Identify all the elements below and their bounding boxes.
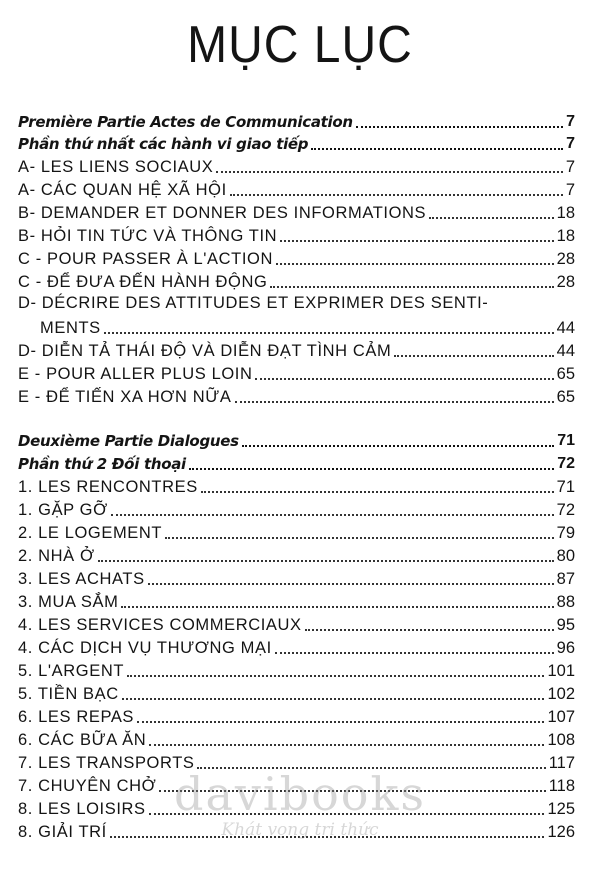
dot-leader	[111, 514, 554, 516]
entry-page-number: 126	[547, 823, 575, 841]
part2-heading-fr[interactable]	[18, 429, 575, 451]
dot-leader	[127, 675, 544, 677]
toc-entry[interactable]	[18, 201, 575, 223]
entry-label: 3. LES ACHATS	[18, 570, 145, 588]
entry-page-number: 88	[556, 593, 575, 611]
entry-label: Deuxième Partie Dialogues	[18, 432, 239, 450]
dot-leader	[429, 217, 554, 219]
entry-page-number: 107	[547, 708, 575, 726]
entry-label: B- DEMANDER ET DONNER DES INFORMATIONS	[18, 204, 427, 222]
part1-heading-fr[interactable]	[18, 110, 575, 132]
entry-page-number: 65	[556, 388, 575, 406]
entry-page-number: 18	[556, 204, 575, 222]
toc-entry[interactable]	[18, 659, 575, 681]
entry-page-number: 95	[556, 616, 575, 634]
entry-label: D- DIỄN TẢ THÁI ĐỘ VÀ DIỄN ĐẠT TÌNH CẢM	[18, 342, 392, 360]
dot-leader	[275, 652, 554, 654]
dot-leader	[110, 836, 545, 838]
entry-page-number: 117	[548, 754, 575, 772]
entry-label: E - POUR ALLER PLUS LOIN	[18, 365, 253, 383]
dot-leader	[149, 744, 544, 746]
entry-page-number: 7	[565, 158, 575, 176]
dot-leader	[137, 721, 544, 723]
toc-entry[interactable]	[18, 155, 575, 177]
dot-leader	[280, 240, 553, 242]
dot-leader	[270, 286, 553, 288]
entry-page-number: 65	[556, 365, 575, 383]
entry-page-number: 7	[566, 135, 575, 152]
part1-heading-vi[interactable]	[18, 132, 575, 154]
entry-label: Phần thứ 2 Đối thoại	[18, 455, 186, 473]
entry-label: 6. LES REPAS	[18, 708, 135, 726]
toc-entry[interactable]	[18, 316, 575, 338]
toc-entry[interactable]	[18, 636, 575, 658]
toc-entry[interactable]	[18, 270, 575, 292]
watermark-tagline: Khát vọng tri thức	[221, 820, 379, 840]
entry-page-number: 71	[556, 478, 575, 496]
dot-leader	[235, 401, 554, 403]
entry-label: 2. LE LOGEMENT	[18, 524, 163, 542]
dot-leader	[242, 445, 554, 447]
dot-leader	[305, 629, 554, 631]
entry-label: C - POUR PASSER À L'ACTION	[18, 250, 273, 268]
toc-entry[interactable]	[18, 705, 575, 727]
dot-leader	[98, 560, 554, 562]
entry-label: 7. CHUYÊN CHỞ	[18, 777, 157, 795]
entry-label: E - ĐỂ TIẾN XA HƠN NỮA	[18, 388, 232, 406]
entry-page-number: 7	[565, 181, 575, 199]
entry-label: 2. NHÀ Ở	[18, 547, 95, 565]
entry-page-number: 28	[556, 273, 575, 291]
dot-leader	[189, 468, 554, 470]
toc-entry[interactable]	[18, 751, 575, 773]
page-title: MỤC LỤC	[187, 16, 413, 75]
entry-page-number: 125	[547, 800, 575, 818]
dot-leader	[356, 126, 563, 128]
dot-leader	[148, 583, 554, 585]
toc-entry[interactable]	[18, 613, 575, 635]
toc-entry[interactable]	[18, 247, 575, 269]
toc-entry[interactable]	[18, 339, 575, 361]
entry-label: 1. GẶP GỠ	[18, 501, 108, 519]
entry-page-number: 44	[556, 342, 575, 360]
entry-page-number: 102	[547, 685, 575, 703]
entry-label: 1. LES RENCONTRES	[18, 478, 198, 496]
entry-page-number: 72	[556, 501, 575, 519]
toc-entry[interactable]	[18, 498, 575, 520]
entry-label: 5. L'ARGENT	[18, 662, 125, 680]
dot-leader	[255, 378, 553, 380]
entry-label: Phần thứ nhất các hành vi giao tiếp	[18, 135, 309, 153]
entry-label: 4. LES SERVICES COMMERCIAUX	[18, 616, 302, 634]
dot-leader	[121, 606, 553, 608]
toc-entry[interactable]	[18, 797, 575, 819]
dot-leader	[201, 491, 554, 493]
entry-page-number: 18	[556, 227, 575, 245]
toc-entry[interactable]	[18, 178, 575, 200]
toc-entry[interactable]	[18, 362, 575, 384]
entry-label: 8. GIẢI TRÍ	[18, 823, 107, 841]
dot-leader	[230, 194, 563, 196]
toc-entry[interactable]	[18, 820, 575, 842]
entry-label: 8. LES LOISIRS	[18, 800, 146, 818]
entry-label: A- LES LIENS SOCIAUX	[18, 158, 214, 176]
dot-leader	[311, 148, 563, 150]
entry-page-number: 108	[547, 731, 575, 749]
toc-entry[interactable]	[18, 682, 575, 704]
dot-leader	[159, 790, 545, 792]
dot-leader	[165, 537, 554, 539]
entry-label: 3. MUA SẮM	[18, 593, 119, 611]
toc-entry[interactable]	[18, 385, 575, 407]
entry-label: 7. LES TRANSPORTS	[18, 754, 195, 772]
dot-leader	[149, 813, 545, 815]
toc-entry[interactable]	[18, 475, 575, 497]
dot-leader	[197, 767, 545, 769]
entry-label: 5. TIỀN BẠC	[18, 685, 119, 703]
entry-page-number: 80	[556, 547, 575, 565]
entry-page-number: 71	[557, 432, 575, 449]
entry-page-number: 87	[556, 570, 575, 588]
dot-leader	[276, 263, 554, 265]
dot-leader	[216, 171, 562, 173]
dot-leader	[104, 332, 554, 334]
entry-page-number: 96	[556, 639, 575, 657]
toc-entry[interactable]	[18, 590, 575, 612]
entry-page-number: 101	[547, 662, 575, 680]
entry-page-number: 72	[557, 455, 575, 472]
dot-leader	[394, 355, 553, 357]
part2-heading-vi[interactable]	[18, 452, 575, 474]
dot-leader	[122, 698, 545, 700]
toc-entry-first-line[interactable]: D- DÉCRIRE DES ATTITUDES ET EXPRIMER DES SENTI-	[18, 294, 489, 312]
entry-label: MENTS	[40, 319, 101, 337]
entry-page-number: 44	[556, 319, 575, 337]
entry-page-number: 28	[556, 250, 575, 268]
toc-entry[interactable]	[18, 544, 575, 566]
toc-entry[interactable]	[18, 521, 575, 543]
entry-label: 6. CÁC BỮA ĂN	[18, 731, 147, 749]
watermark-brand: davibooks	[174, 767, 426, 821]
toc-entry[interactable]	[18, 567, 575, 589]
entry-page-number: 118	[548, 777, 575, 795]
entry-label: 4. CÁC DỊCH VỤ THƯƠNG MẠI	[18, 639, 272, 657]
entry-label: C - ĐỂ ĐƯA ĐẾN HÀNH ĐỘNG	[18, 273, 268, 291]
entry-page-number: 7	[566, 113, 575, 130]
entry-label: A- CÁC QUAN HỆ XÃ HỘI	[18, 181, 227, 199]
toc-entry[interactable]	[18, 774, 575, 796]
toc-entry[interactable]	[18, 224, 575, 246]
entry-label: B- HỎI TIN TỨC VÀ THÔNG TIN	[18, 227, 278, 245]
toc-entry[interactable]	[18, 728, 575, 750]
entry-page-number: 79	[556, 524, 575, 542]
entry-label: Première Partie Actes de Communication	[18, 113, 353, 131]
